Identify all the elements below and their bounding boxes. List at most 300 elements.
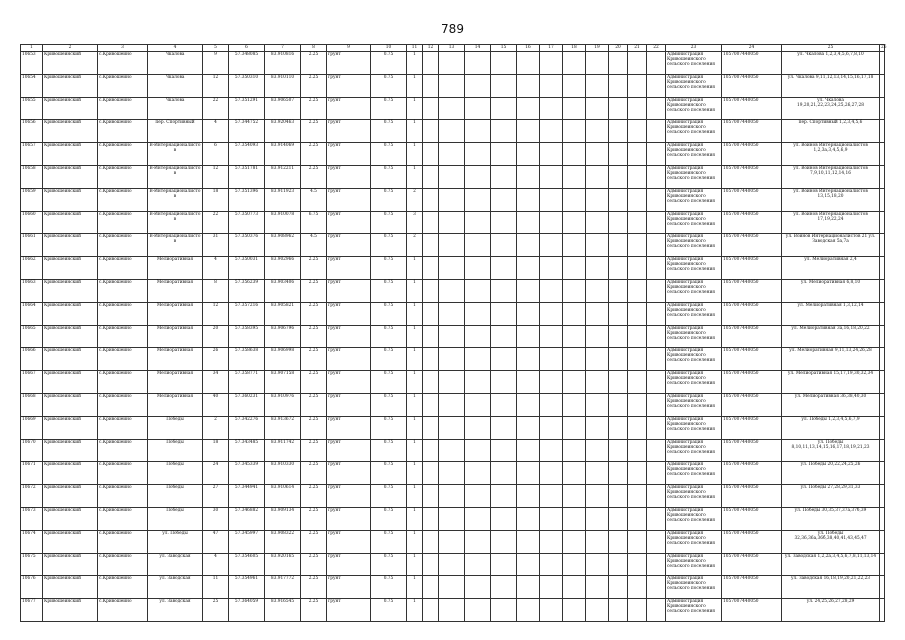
cell-empty bbox=[563, 325, 586, 348]
cell-district: Кривошеинский bbox=[43, 348, 98, 371]
column-header: 17 bbox=[540, 45, 563, 52]
cell-empty bbox=[586, 97, 609, 120]
cell-empty bbox=[540, 143, 563, 166]
cell-lat: 57.354093 bbox=[229, 143, 265, 166]
cell-addresses: ул. Воинов Интернационалистов 13,15,18,20 bbox=[782, 188, 880, 211]
cell-street: Мелиоративная bbox=[148, 325, 203, 348]
cell-district: Кривошеинский bbox=[43, 507, 98, 530]
cell-addresses: ул. 24,25,26,27,28,29 bbox=[782, 599, 880, 622]
cell-empty bbox=[465, 325, 491, 348]
cell-empty bbox=[465, 97, 491, 120]
cell-village: с.Кривошеино bbox=[98, 553, 148, 576]
cell-inn: 1057007440050 bbox=[722, 599, 782, 622]
cell-empty bbox=[423, 74, 439, 97]
cell-empty bbox=[647, 120, 666, 143]
cell-district: Кривошеинский bbox=[43, 393, 98, 416]
cell-empty bbox=[465, 371, 491, 394]
table-row bbox=[21, 485, 885, 508]
cell-village: с.Кривошеино bbox=[98, 485, 148, 508]
cell-empty bbox=[540, 234, 563, 257]
cell-empty bbox=[609, 599, 628, 622]
cell-empty bbox=[609, 485, 628, 508]
cell-house: 12 bbox=[203, 74, 229, 97]
cell-count: 1 bbox=[407, 257, 423, 280]
cell-empty bbox=[647, 599, 666, 622]
cell-count: 1 bbox=[407, 439, 423, 462]
cell-empty bbox=[439, 234, 465, 257]
table-row bbox=[21, 257, 885, 280]
column-header: 1 bbox=[21, 45, 43, 52]
cell-empty bbox=[628, 188, 647, 211]
cell-count: 1 bbox=[407, 97, 423, 120]
cell-lon: 83.914069 bbox=[265, 143, 301, 166]
cell-volume: 0.75 bbox=[371, 188, 407, 211]
table-row bbox=[21, 211, 885, 234]
cell-empty bbox=[609, 165, 628, 188]
cell-lon: 83.910816 bbox=[265, 52, 301, 75]
cell-empty bbox=[880, 97, 885, 120]
cell-lon: 83.920463 bbox=[265, 120, 301, 143]
cell-inn: 1057007440050 bbox=[722, 188, 782, 211]
cell-empty bbox=[563, 393, 586, 416]
cell-count: 1 bbox=[407, 530, 423, 553]
cell-id: 10673 bbox=[21, 507, 43, 530]
cell-id: 10660 bbox=[21, 211, 43, 234]
cell-district: Кривошеинский bbox=[43, 234, 98, 257]
cell-house: 4 bbox=[203, 257, 229, 280]
cell-owner: Администрация Кривошеинского сельского поселения bbox=[666, 371, 722, 394]
cell-district: Кривошеинский bbox=[43, 462, 98, 485]
cell-house: 24 bbox=[203, 462, 229, 485]
cell-empty bbox=[465, 416, 491, 439]
cell-empty bbox=[609, 188, 628, 211]
cell-empty bbox=[540, 576, 563, 599]
cell-empty bbox=[540, 371, 563, 394]
cell-area: 2.25 bbox=[301, 553, 327, 576]
cell-empty bbox=[517, 371, 540, 394]
cell-empty bbox=[563, 371, 586, 394]
table-row bbox=[21, 393, 885, 416]
cell-addresses: ул. Победы 8,10,11,13,14,15,16,17,18,19,21,23 bbox=[782, 439, 880, 462]
cell-inn: 1057007440050 bbox=[722, 165, 782, 188]
cell-lat: 57.358638 bbox=[229, 348, 265, 371]
cell-empty bbox=[465, 188, 491, 211]
cell-surface: грунт bbox=[327, 599, 371, 622]
cell-area: 2.25 bbox=[301, 393, 327, 416]
cell-empty bbox=[439, 576, 465, 599]
cell-empty bbox=[439, 74, 465, 97]
registry-table bbox=[20, 44, 885, 622]
cell-lon: 83.910078 bbox=[265, 211, 301, 234]
cell-district: Кривошеинский bbox=[43, 416, 98, 439]
cell-street: Чкалова bbox=[148, 74, 203, 97]
cell-id: 10655 bbox=[21, 97, 43, 120]
cell-district: Кривошеинский bbox=[43, 439, 98, 462]
cell-empty bbox=[517, 393, 540, 416]
column-header: 18 bbox=[563, 45, 586, 52]
cell-empty bbox=[465, 348, 491, 371]
cell-district: Кривошеинский bbox=[43, 553, 98, 576]
cell-empty bbox=[647, 553, 666, 576]
cell-empty bbox=[540, 165, 563, 188]
cell-house: 2 bbox=[203, 416, 229, 439]
cell-count: 1 bbox=[407, 416, 423, 439]
cell-empty bbox=[880, 257, 885, 280]
cell-id: 10676 bbox=[21, 576, 43, 599]
cell-street: В-Интернационалисто в bbox=[148, 234, 203, 257]
cell-house: 34 bbox=[203, 371, 229, 394]
table-row bbox=[21, 188, 885, 211]
cell-empty bbox=[609, 576, 628, 599]
cell-empty bbox=[465, 52, 491, 75]
cell-empty bbox=[517, 325, 540, 348]
cell-village: с.Кривошеино bbox=[98, 371, 148, 394]
cell-surface: грунт bbox=[327, 188, 371, 211]
cell-inn: 1057007440050 bbox=[722, 485, 782, 508]
cell-village: с.Кривошеино bbox=[98, 302, 148, 325]
cell-owner: Администрация Кривошеинского сельского поселения bbox=[666, 325, 722, 348]
cell-volume: 0.75 bbox=[371, 439, 407, 462]
cell-empty bbox=[880, 348, 885, 371]
cell-empty bbox=[628, 279, 647, 302]
cell-empty bbox=[563, 52, 586, 75]
table-row bbox=[21, 234, 885, 257]
cell-lon: 83.911923 bbox=[265, 188, 301, 211]
cell-volume: 0.75 bbox=[371, 553, 407, 576]
cell-empty bbox=[586, 165, 609, 188]
cell-empty bbox=[586, 257, 609, 280]
cell-empty bbox=[880, 371, 885, 394]
cell-empty bbox=[880, 507, 885, 530]
cell-empty bbox=[628, 211, 647, 234]
cell-empty bbox=[647, 416, 666, 439]
cell-empty bbox=[647, 52, 666, 75]
cell-empty bbox=[647, 348, 666, 371]
cell-empty bbox=[423, 143, 439, 166]
cell-empty bbox=[517, 462, 540, 485]
cell-empty bbox=[517, 74, 540, 97]
cell-surface: грунт bbox=[327, 165, 371, 188]
cell-id: 10658 bbox=[21, 165, 43, 188]
cell-empty bbox=[465, 576, 491, 599]
cell-street: Мелиоративная bbox=[148, 257, 203, 280]
cell-surface: грунт bbox=[327, 348, 371, 371]
cell-empty bbox=[423, 576, 439, 599]
cell-empty bbox=[880, 120, 885, 143]
cell-addresses: ул. Чкалова 1,2,3,4,5,6,7,8,10 bbox=[782, 52, 880, 75]
cell-empty bbox=[647, 393, 666, 416]
cell-empty bbox=[647, 485, 666, 508]
cell-count: 1 bbox=[407, 165, 423, 188]
cell-empty bbox=[439, 530, 465, 553]
cell-empty bbox=[540, 393, 563, 416]
cell-id: 10674 bbox=[21, 530, 43, 553]
cell-inn: 1057007440050 bbox=[722, 371, 782, 394]
cell-empty bbox=[423, 371, 439, 394]
cell-house: 27 bbox=[203, 485, 229, 508]
cell-empty bbox=[491, 485, 517, 508]
cell-empty bbox=[540, 530, 563, 553]
cell-volume: 0.75 bbox=[371, 234, 407, 257]
cell-empty bbox=[517, 97, 540, 120]
cell-empty bbox=[609, 120, 628, 143]
cell-lat: 57.354961 bbox=[229, 576, 265, 599]
cell-lon: 83.910614 bbox=[265, 485, 301, 508]
cell-id: 10666 bbox=[21, 348, 43, 371]
cell-empty bbox=[586, 530, 609, 553]
cell-inn: 1057007440050 bbox=[722, 302, 782, 325]
column-header: 7 bbox=[265, 45, 301, 52]
cell-street: Победы bbox=[148, 507, 203, 530]
cell-lon: 83.910330 bbox=[265, 462, 301, 485]
cell-count: 1 bbox=[407, 52, 423, 75]
cell-inn: 1057007440050 bbox=[722, 211, 782, 234]
column-header: 2 bbox=[43, 45, 98, 52]
cell-empty bbox=[517, 553, 540, 576]
cell-empty bbox=[423, 302, 439, 325]
cell-area: 2.25 bbox=[301, 74, 327, 97]
table-row bbox=[21, 348, 885, 371]
cell-village: с.Кривошеино bbox=[98, 439, 148, 462]
cell-district: Кривошеинский bbox=[43, 165, 98, 188]
cell-village: с.Кривошеино bbox=[98, 530, 148, 553]
cell-empty bbox=[491, 348, 517, 371]
cell-house: 20 bbox=[203, 325, 229, 348]
cell-empty bbox=[628, 530, 647, 553]
cell-empty bbox=[423, 599, 439, 622]
cell-id: 10669 bbox=[21, 416, 43, 439]
cell-empty bbox=[609, 74, 628, 97]
cell-empty bbox=[491, 507, 517, 530]
cell-empty bbox=[517, 530, 540, 553]
cell-surface: грунт bbox=[327, 279, 371, 302]
cell-lon: 83.910976 bbox=[265, 393, 301, 416]
cell-area: 2.25 bbox=[301, 485, 327, 508]
table-body bbox=[21, 52, 885, 622]
column-header: 3 bbox=[98, 45, 148, 52]
cell-street: ул. Заводская bbox=[148, 553, 203, 576]
cell-empty bbox=[540, 211, 563, 234]
cell-inn: 1057007440050 bbox=[722, 576, 782, 599]
cell-owner: Администрация Кривошеинского сельского поселения bbox=[666, 462, 722, 485]
cell-lon: 83.913672 bbox=[265, 416, 301, 439]
cell-district: Кривошеинский bbox=[43, 257, 98, 280]
cell-owner: Администрация Кривошеинского сельского поселения bbox=[666, 143, 722, 166]
cell-empty bbox=[439, 257, 465, 280]
cell-empty bbox=[517, 439, 540, 462]
cell-empty bbox=[465, 143, 491, 166]
cell-empty bbox=[465, 279, 491, 302]
cell-empty bbox=[880, 279, 885, 302]
cell-surface: грунт bbox=[327, 97, 371, 120]
cell-inn: 1057007440050 bbox=[722, 325, 782, 348]
cell-empty bbox=[563, 143, 586, 166]
cell-count: 1 bbox=[407, 120, 423, 143]
cell-empty bbox=[647, 279, 666, 302]
column-header: 6 bbox=[229, 45, 265, 52]
cell-empty bbox=[465, 302, 491, 325]
cell-empty bbox=[465, 74, 491, 97]
cell-owner: Администрация Кривошеинского сельского поселения bbox=[666, 211, 722, 234]
cell-area: 2.25 bbox=[301, 302, 327, 325]
cell-empty bbox=[465, 165, 491, 188]
cell-owner: Администрация Кривошеинского сельского поселения bbox=[666, 188, 722, 211]
cell-empty bbox=[439, 507, 465, 530]
cell-village: с.Кривошеино bbox=[98, 599, 148, 622]
column-header: 5 bbox=[203, 45, 229, 52]
cell-count: 1 bbox=[407, 485, 423, 508]
cell-empty bbox=[540, 52, 563, 75]
cell-count: 1 bbox=[407, 371, 423, 394]
cell-street: Чкалова bbox=[148, 52, 203, 75]
table-row bbox=[21, 120, 885, 143]
cell-id: 10677 bbox=[21, 599, 43, 622]
cell-addresses: ул. Победы 1,2,3,4,5,6,7,9 bbox=[782, 416, 880, 439]
cell-empty bbox=[647, 439, 666, 462]
cell-empty bbox=[491, 52, 517, 75]
table-row bbox=[21, 576, 885, 599]
cell-empty bbox=[880, 439, 885, 462]
cell-surface: грунт bbox=[327, 485, 371, 508]
cell-empty bbox=[586, 348, 609, 371]
cell-empty bbox=[540, 279, 563, 302]
cell-surface: грунт bbox=[327, 120, 371, 143]
cell-id: 10653 bbox=[21, 52, 43, 75]
cell-house: 11 bbox=[203, 576, 229, 599]
cell-lat: 57.364059 bbox=[229, 599, 265, 622]
cell-empty bbox=[517, 211, 540, 234]
cell-empty bbox=[439, 279, 465, 302]
cell-empty bbox=[563, 211, 586, 234]
cell-empty bbox=[491, 530, 517, 553]
cell-lat: 57.344752 bbox=[229, 120, 265, 143]
cell-count: 1 bbox=[407, 553, 423, 576]
cell-lon: 83.910110 bbox=[265, 74, 301, 97]
cell-empty bbox=[540, 97, 563, 120]
cell-empty bbox=[439, 416, 465, 439]
cell-village: с.Кривошеино bbox=[98, 507, 148, 530]
cell-empty bbox=[491, 325, 517, 348]
cell-area: 2.25 bbox=[301, 52, 327, 75]
cell-area: 2.25 bbox=[301, 120, 327, 143]
cell-lat: 57.354605 bbox=[229, 553, 265, 576]
cell-surface: грунт bbox=[327, 257, 371, 280]
cell-lat: 57.350310 bbox=[229, 74, 265, 97]
cell-count: 1 bbox=[407, 302, 423, 325]
cell-empty bbox=[517, 257, 540, 280]
cell-owner: Администрация Кривошеинского сельского поселения bbox=[666, 439, 722, 462]
cell-district: Кривошеинский bbox=[43, 302, 98, 325]
cell-owner: Администрация Кривошеинского сельского поселения bbox=[666, 507, 722, 530]
cell-district: Кривошеинский bbox=[43, 576, 98, 599]
cell-street: В-Интернационалисто в bbox=[148, 143, 203, 166]
cell-addresses: ул. Мелиоративная 15,17,19,30,32,34 bbox=[782, 371, 880, 394]
column-header: 4 bbox=[148, 45, 203, 52]
cell-empty bbox=[628, 165, 647, 188]
cell-lon: 83.912211 bbox=[265, 165, 301, 188]
cell-surface: грунт bbox=[327, 143, 371, 166]
cell-village: с.Кривошеино bbox=[98, 120, 148, 143]
cell-lat: 57.350031 bbox=[229, 257, 265, 280]
cell-empty bbox=[880, 74, 885, 97]
cell-empty bbox=[465, 507, 491, 530]
cell-street: В-Интернационалисто в bbox=[148, 188, 203, 211]
cell-house: 9 bbox=[203, 52, 229, 75]
cell-empty bbox=[423, 348, 439, 371]
cell-street: Мелиоративная bbox=[148, 302, 203, 325]
cell-empty bbox=[423, 257, 439, 280]
cell-id: 10654 bbox=[21, 74, 43, 97]
cell-volume: 0.75 bbox=[371, 97, 407, 120]
cell-empty bbox=[563, 416, 586, 439]
cell-empty bbox=[465, 120, 491, 143]
cell-street: Мелиоративная bbox=[148, 279, 203, 302]
cell-village: с.Кривошеино bbox=[98, 257, 148, 280]
cell-count: 1 bbox=[407, 462, 423, 485]
cell-house: 26 bbox=[203, 348, 229, 371]
cell-empty bbox=[563, 530, 586, 553]
cell-empty bbox=[586, 279, 609, 302]
cell-addresses: ул. Победы 32,36,36а,36б,38,40,41,43,45,47 bbox=[782, 530, 880, 553]
cell-empty bbox=[647, 97, 666, 120]
cell-area: 2.25 bbox=[301, 599, 327, 622]
cell-empty bbox=[563, 165, 586, 188]
cell-house: 4 bbox=[203, 553, 229, 576]
cell-empty bbox=[586, 393, 609, 416]
cell-inn: 1057007440050 bbox=[722, 234, 782, 257]
cell-owner: Администрация Кривошеинского сельского поселения bbox=[666, 393, 722, 416]
cell-empty bbox=[465, 485, 491, 508]
cell-volume: 0.75 bbox=[371, 143, 407, 166]
cell-house: 47 bbox=[203, 530, 229, 553]
cell-empty bbox=[517, 576, 540, 599]
column-header: 22 bbox=[647, 45, 666, 52]
cell-addresses: ул. Чкалова 19,20,21,22,23,24,25,26,27,28 bbox=[782, 97, 880, 120]
cell-area: 2.25 bbox=[301, 371, 327, 394]
cell-lat: 57.345997 bbox=[229, 530, 265, 553]
cell-empty bbox=[439, 97, 465, 120]
cell-lat: 57.342276 bbox=[229, 416, 265, 439]
cell-street: Мелиоративная bbox=[148, 348, 203, 371]
cell-lon: 83.905821 bbox=[265, 302, 301, 325]
cell-empty bbox=[491, 211, 517, 234]
cell-empty bbox=[609, 530, 628, 553]
cell-lat: 57.345339 bbox=[229, 462, 265, 485]
cell-lat: 57.351291 bbox=[229, 97, 265, 120]
cell-district: Кривошеинский bbox=[43, 371, 98, 394]
cell-id: 10671 bbox=[21, 462, 43, 485]
cell-lon: 83.906507 bbox=[265, 97, 301, 120]
cell-empty bbox=[517, 279, 540, 302]
cell-volume: 0.75 bbox=[371, 165, 407, 188]
cell-empty bbox=[491, 97, 517, 120]
cell-lon: 83.917772 bbox=[265, 576, 301, 599]
cell-volume: 0.75 bbox=[371, 530, 407, 553]
cell-empty bbox=[491, 416, 517, 439]
cell-owner: Администрация Кривошеинского сельского поселения bbox=[666, 416, 722, 439]
table-row bbox=[21, 530, 885, 553]
cell-addresses: ул. Воинов Интернационалистов 7,9,10,11,12,14,16 bbox=[782, 165, 880, 188]
cell-empty bbox=[439, 485, 465, 508]
cell-empty bbox=[586, 74, 609, 97]
cell-empty bbox=[563, 576, 586, 599]
cell-house: 40 bbox=[203, 393, 229, 416]
cell-inn: 1057007440050 bbox=[722, 120, 782, 143]
cell-inn: 1057007440050 bbox=[722, 462, 782, 485]
column-header: 11 bbox=[407, 45, 423, 52]
cell-empty bbox=[586, 188, 609, 211]
cell-empty bbox=[517, 485, 540, 508]
